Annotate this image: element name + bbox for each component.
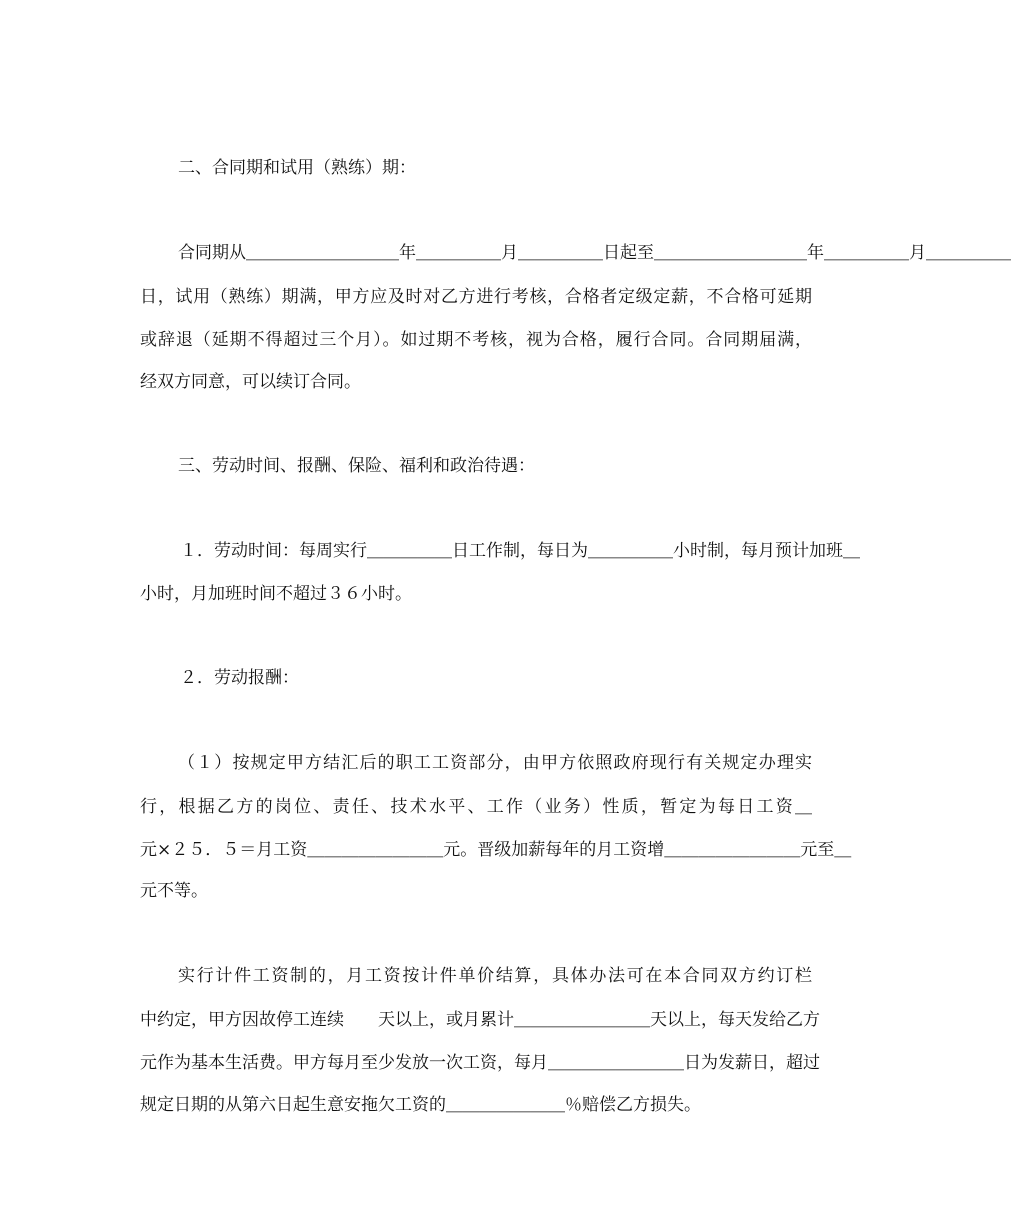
piecework-line: 实行计件工资制的，月工资按计件单价结算，具体办法可在本合同双方约订栏 <box>178 966 812 986</box>
item1-line: 小时，月加班时间不超过３６小时。 <box>140 584 412 604</box>
section3-heading: 三、劳动时间、报酬、保险、福利和政治待遇： <box>178 456 535 476</box>
piecework-line: 中约定，甲方因故停工连续 天以上，或月累计＿＿＿＿＿＿＿＿天以上，每天发给乙方 <box>140 1010 820 1030</box>
item1-line: １．劳动时间：每周实行＿＿＿＿＿日工作制，每日为＿＿＿＿＿小时制，每月预计加班＿ <box>180 541 860 561</box>
piecework-line: 规定日期的从第六日起生意安拖欠工资的＿＿＿＿＿＿＿％赔偿乙方损失。 <box>140 1095 701 1115</box>
section2-paragraph-line: 经双方同意，可以续订合同。 <box>140 372 361 392</box>
section2-heading: 二、合同期和试用（熟练）期： <box>178 158 416 178</box>
item2-sub1-line: （１）按规定甲方结汇后的职工工资部分，由甲方依照政府现行有关规定办理实 <box>178 753 812 773</box>
item2-heading: ２．劳动报酬： <box>180 668 299 688</box>
item2-sub1-line: 元×２５．５＝月工资＿＿＿＿＿＿＿＿元。晋级加薪每年的月工资增＿＿＿＿＿＿＿＿元至＿ <box>140 840 852 860</box>
section2-paragraph-line: 或辞退（延期不得超过三个月）。如过期不考核，视为合格，履行合同。合同期届满， <box>140 330 812 350</box>
piecework-line: 元作为基本生活费。甲方每月至少发放一次工资，每月＿＿＿＿＿＿＿＿日为发薪日，超过 <box>140 1053 820 1073</box>
item2-sub1-line: 行，根据乙方的岗位、责任、技术水平、工作（业务）性质，暂定为每日工资＿ <box>140 797 812 817</box>
section2-paragraph-line: 合同期从＿＿＿＿＿＿＿＿＿年＿＿＿＿＿月＿＿＿＿＿日起至＿＿＿＿＿＿＿＿＿年＿＿＿＿＿月＿＿＿＿＿ <box>178 243 1011 263</box>
section2-paragraph-line: 日，试用（熟练）期满，甲方应及时对乙方进行考核，合格者定级定薪，不合格可延期 <box>140 287 812 307</box>
item2-sub1-line: 元不等。 <box>140 881 208 901</box>
